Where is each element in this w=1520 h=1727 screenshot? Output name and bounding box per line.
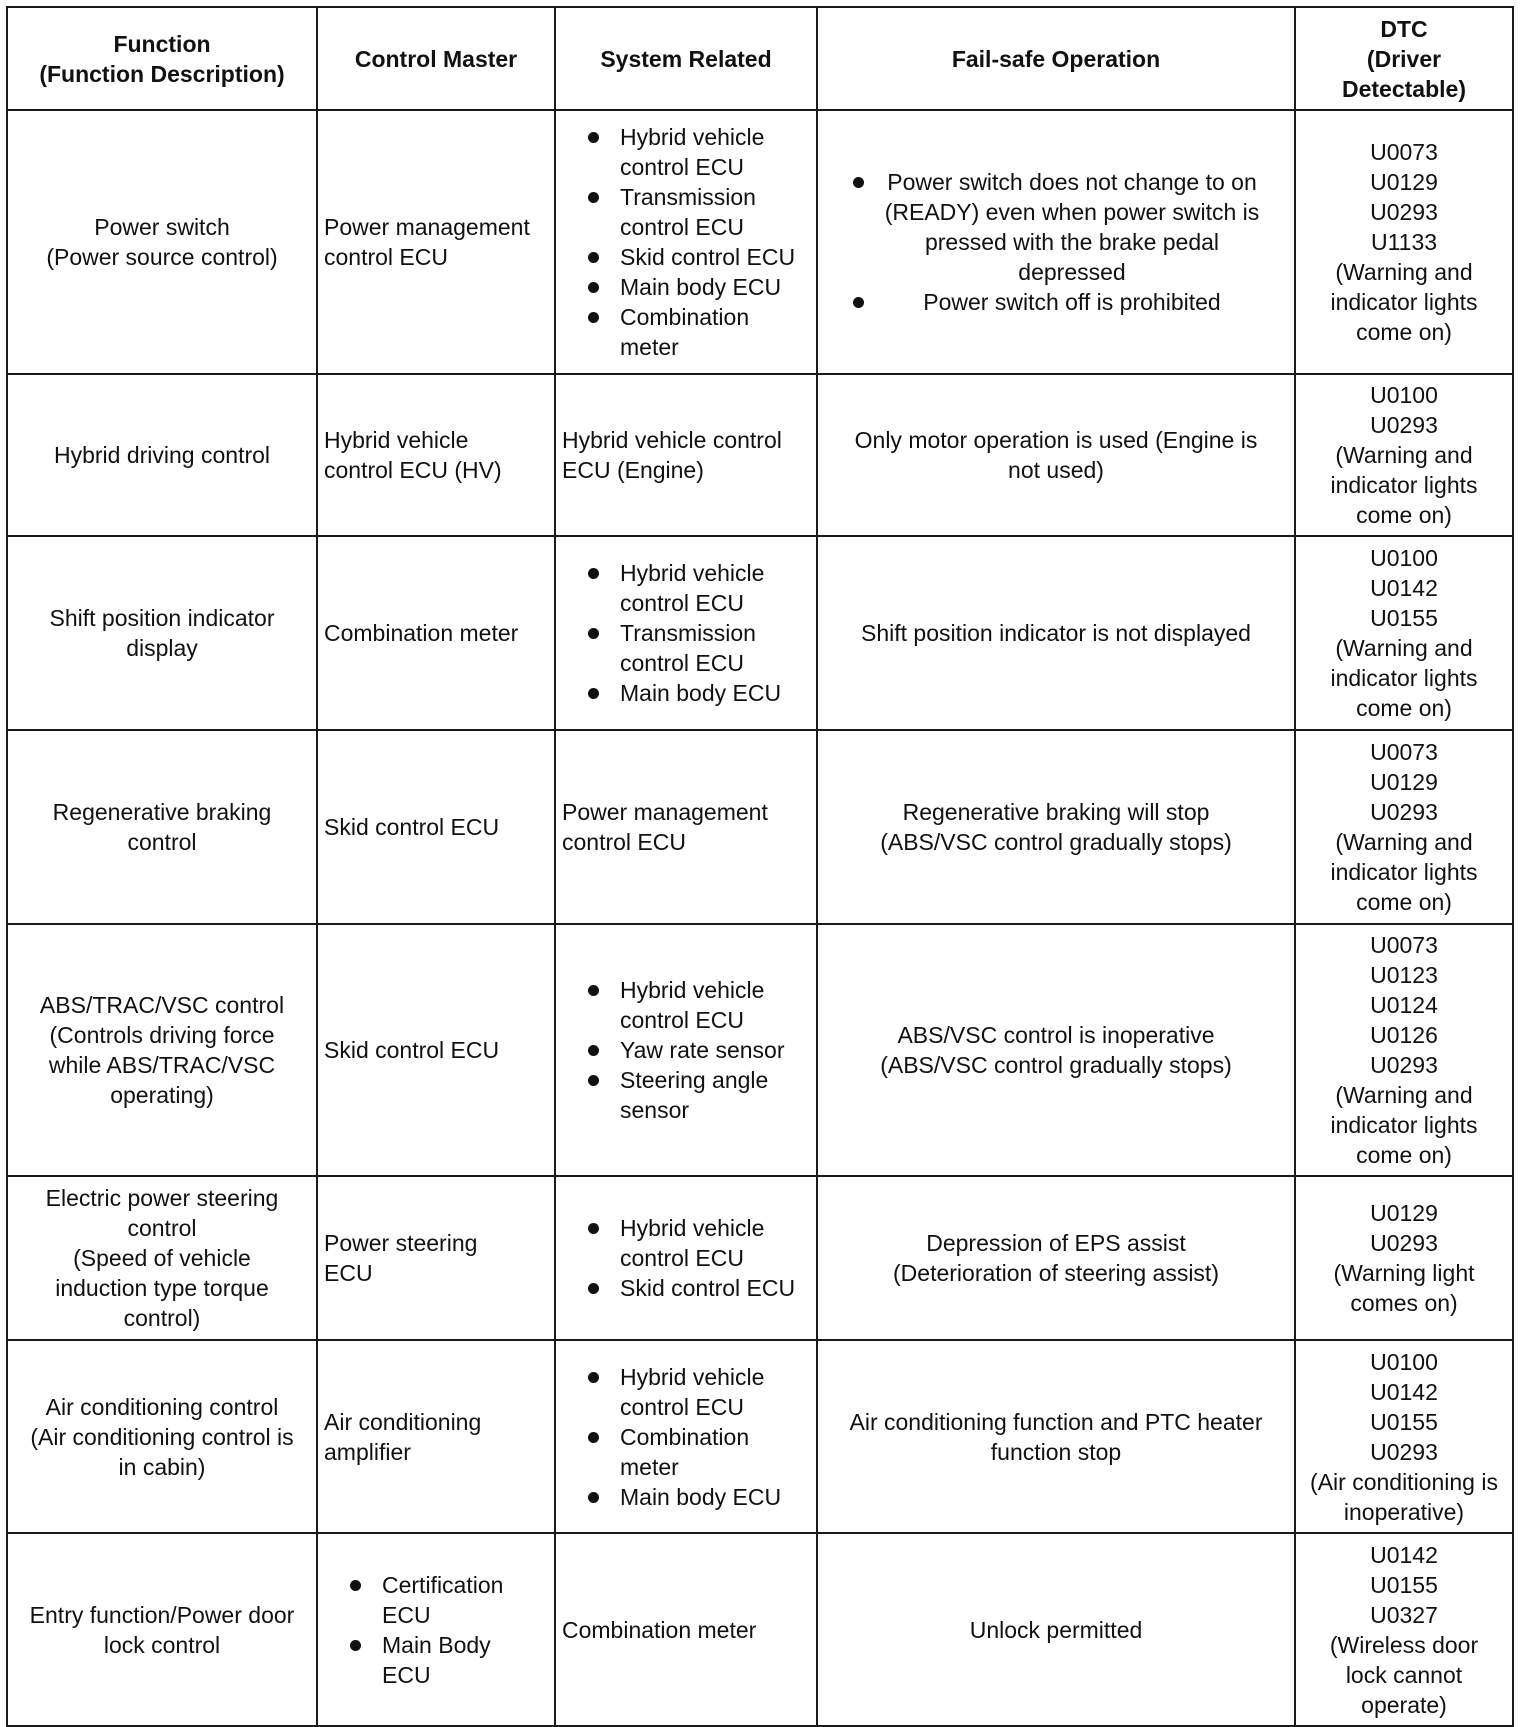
- table-wrapper: [6, 6, 1514, 1727]
- table-row: [7, 1533, 1513, 1726]
- dtc-cell: U0073 U0123 U0124 U0126 U0293 (Warning and indicator lights come on): [1295, 924, 1513, 1176]
- header-dtc: DTC (Driver Detectable): [1295, 7, 1513, 110]
- header-fail-safe: Fail-safe Operation: [817, 7, 1295, 110]
- function-cell: ABS/TRAC/VSC control (Controls driving force while ABS/TRAC/VSC operating): [7, 924, 317, 1176]
- list-item: Hybrid vehicle control ECU: [588, 975, 810, 1035]
- list-item: Power switch does not change to on (READY) even when power switch is pressed with the brake pedal depressed: [853, 167, 1260, 287]
- control-master-cell: Combination meter: [317, 536, 555, 730]
- list-item: Transmission control ECU: [588, 618, 810, 678]
- system-related-list: [562, 975, 810, 1125]
- system-related-cell: [555, 1176, 817, 1340]
- table-row: [7, 536, 1513, 730]
- fail-safe-cell: [817, 110, 1295, 374]
- list-item: Yaw rate sensor: [588, 1035, 810, 1065]
- control-master-cell: Power steering ECU: [317, 1176, 555, 1340]
- function-cell: Regenerative braking control: [7, 730, 317, 924]
- table-row: [7, 1340, 1513, 1533]
- fail-safe-cell: Air conditioning function and PTC heater function stop: [817, 1340, 1295, 1533]
- fail-safe-list: [853, 167, 1260, 317]
- header-system-related: System Related: [555, 7, 817, 110]
- function-cell: Shift position indicator display: [7, 536, 317, 730]
- failsafe-table: [6, 6, 1514, 1727]
- function-cell: Electric power steering control (Speed of vehicle induction type torque control): [7, 1176, 317, 1340]
- system-related-cell: [555, 536, 817, 730]
- list-item: Main Body ECU: [350, 1630, 548, 1690]
- control-master-list: [324, 1570, 548, 1690]
- table-row: [7, 374, 1513, 536]
- control-master-cell: Skid control ECU: [317, 730, 555, 924]
- list-item: Transmission control ECU: [588, 182, 810, 242]
- system-related-list: [562, 558, 810, 708]
- dtc-cell: U0142 U0155 U0327 (Wireless door lock cannot operate): [1295, 1533, 1513, 1726]
- dtc-cell: U0129 U0293 (Warning light comes on): [1295, 1176, 1513, 1340]
- fail-safe-cell: Only motor operation is used (Engine is not used): [817, 374, 1295, 536]
- function-cell: Power switch (Power source control): [7, 110, 317, 374]
- control-master-cell: Power management control ECU: [317, 110, 555, 374]
- list-item: Main body ECU: [588, 272, 810, 302]
- system-related-cell: Hybrid vehicle control ECU (Engine): [555, 374, 817, 536]
- list-item: Combination meter: [588, 302, 810, 362]
- system-related-cell: [555, 1340, 817, 1533]
- list-item: Steering angle sensor: [588, 1065, 810, 1125]
- table-row: [7, 730, 1513, 924]
- function-cell: Entry function/Power door lock control: [7, 1533, 317, 1726]
- list-item: Skid control ECU: [588, 1273, 810, 1303]
- list-item: Skid control ECU: [588, 242, 810, 272]
- control-master-cell: Skid control ECU: [317, 924, 555, 1176]
- list-item: Power switch off is prohibited: [853, 287, 1260, 317]
- fail-safe-cell: Depression of EPS assist (Deterioration of steering assist): [817, 1176, 1295, 1340]
- list-item: Main body ECU: [588, 678, 810, 708]
- fail-safe-cell: ABS/VSC control is inoperative (ABS/VSC control gradually stops): [817, 924, 1295, 1176]
- control-master-cell: [317, 1533, 555, 1726]
- header-row: [7, 7, 1513, 110]
- system-related-list: [562, 122, 810, 362]
- system-related-cell: [555, 924, 817, 1176]
- dtc-cell: U0073 U0129 U0293 U1133 (Warning and indicator lights come on): [1295, 110, 1513, 374]
- control-master-cell: Hybrid vehicle control ECU (HV): [317, 374, 555, 536]
- header-control-master: Control Master: [317, 7, 555, 110]
- list-item: Combination meter: [588, 1422, 810, 1482]
- system-related-list: [562, 1362, 810, 1512]
- dtc-cell: U0073 U0129 U0293 (Warning and indicator lights come on): [1295, 730, 1513, 924]
- dtc-cell: U0100 U0142 U0155 (Warning and indicator lights come on): [1295, 536, 1513, 730]
- list-item: Hybrid vehicle control ECU: [588, 1213, 810, 1273]
- list-item: Hybrid vehicle control ECU: [588, 1362, 810, 1422]
- table-row: [7, 924, 1513, 1176]
- system-related-cell: [555, 110, 817, 374]
- function-cell: Hybrid driving control: [7, 374, 317, 536]
- system-related-list: [562, 1213, 810, 1303]
- table-row: [7, 1176, 1513, 1340]
- fail-safe-cell: Regenerative braking will stop (ABS/VSC control gradually stops): [817, 730, 1295, 924]
- dtc-cell: U0100 U0142 U0155 U0293 (Air conditioning is inoperative): [1295, 1340, 1513, 1533]
- system-related-cell: Combination meter: [555, 1533, 817, 1726]
- fail-safe-cell: Unlock permitted: [817, 1533, 1295, 1726]
- list-item: Main body ECU: [588, 1482, 810, 1512]
- fail-safe-cell: Shift position indicator is not displayed: [817, 536, 1295, 730]
- function-cell: Air conditioning control (Air conditioning control is in cabin): [7, 1340, 317, 1533]
- list-item: Hybrid vehicle control ECU: [588, 558, 810, 618]
- dtc-cell: U0100 U0293 (Warning and indicator lights come on): [1295, 374, 1513, 536]
- control-master-cell: Air conditioning amplifier: [317, 1340, 555, 1533]
- list-item: Hybrid vehicle control ECU: [588, 122, 810, 182]
- system-related-cell: Power management control ECU: [555, 730, 817, 924]
- list-item: Certification ECU: [350, 1570, 548, 1630]
- table-row: [7, 110, 1513, 374]
- header-function: Function (Function Description): [7, 7, 317, 110]
